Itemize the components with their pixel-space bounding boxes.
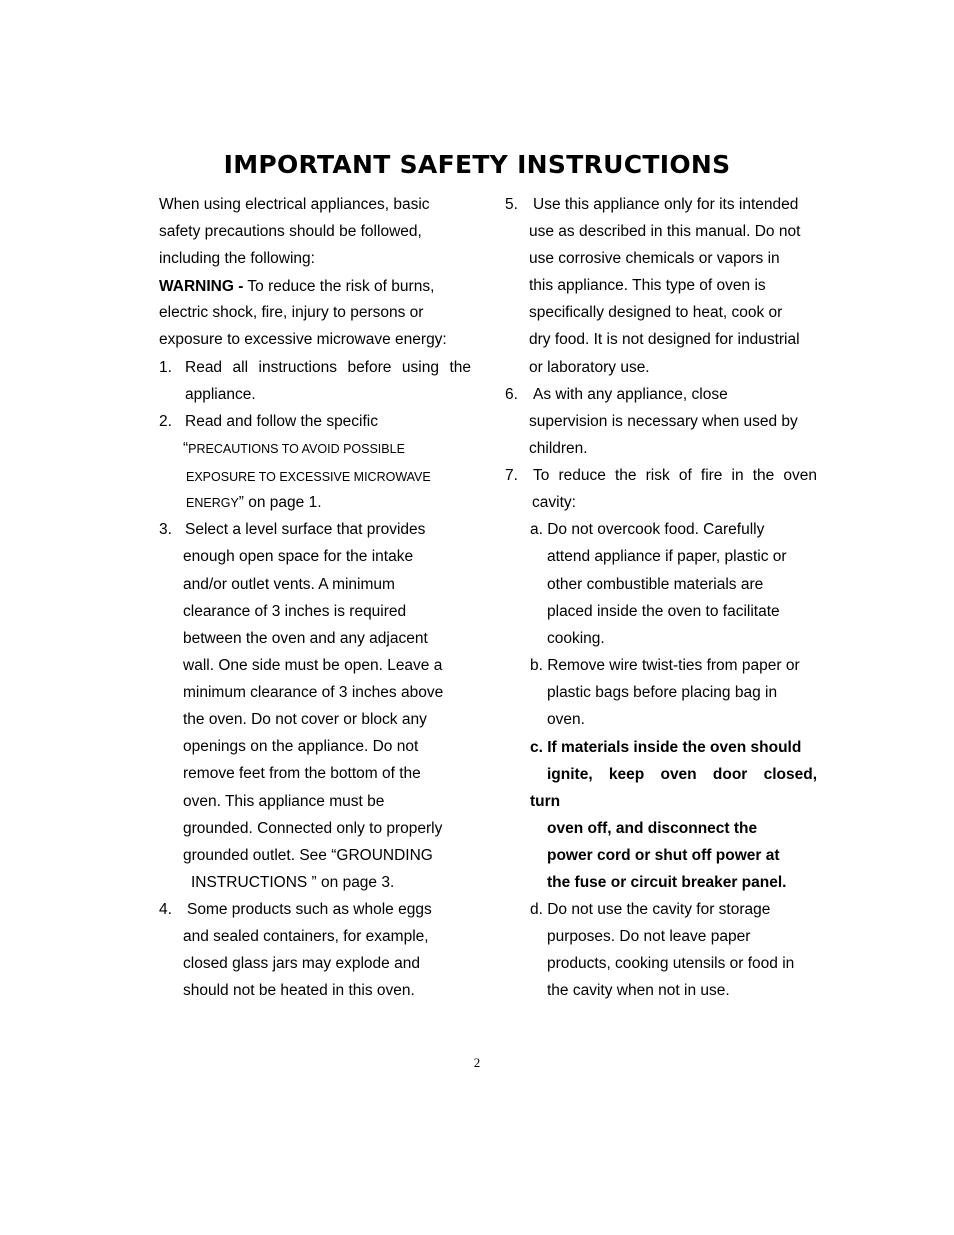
list-item-text: Some products such as whole eggs xyxy=(187,901,432,918)
sub-item-text: placed inside the oven to facilitate xyxy=(547,603,780,620)
list-item-text: Select a level surface that provides xyxy=(185,521,426,538)
sub-item-warning: oven off, and disconnect the xyxy=(547,820,758,837)
list-item-text: oven. This appliance must be xyxy=(183,793,385,810)
list-item-text: and/or outlet vents. A minimum xyxy=(183,576,395,593)
sub-item-text: the cavity when not in use. xyxy=(547,982,730,999)
list-item-text: remove feet from the bottom of the xyxy=(183,765,421,782)
intro-line: When using electrical appliances, basic xyxy=(159,196,430,213)
precautions-caps: PRECAUTIONS TO AVOID POSSIBLE xyxy=(188,442,405,456)
warning-line: electric shock, fire, injury to persons or xyxy=(159,304,424,321)
sub-item-text: oven. xyxy=(547,711,585,728)
sub-item-warning: c. If materials inside the oven should xyxy=(530,739,802,756)
list-item-text: children. xyxy=(529,440,588,457)
list-item-text xyxy=(186,493,322,513)
sub-item-text: products, cooking utensils or food in xyxy=(547,955,795,972)
item-number: 4. xyxy=(159,901,172,918)
warning-line xyxy=(159,277,434,297)
list-item-text: use as described in this manual. Do not xyxy=(529,223,801,240)
warning-line: exposure to excessive microwave energy: xyxy=(159,331,447,348)
warning-label: WARNING - xyxy=(159,278,244,295)
list-item-text: Read all instructions before using the xyxy=(185,359,471,376)
list-item-text: between the oven and any adjacent xyxy=(183,630,428,647)
item-number: 6. xyxy=(505,386,518,403)
item-number: 7. xyxy=(505,467,518,484)
precautions-caps: ENERGY xyxy=(186,496,239,510)
sub-item-warning: the fuse or circuit breaker panel. xyxy=(547,874,787,891)
sub-item-text: b. Remove wire twist-ties from paper or xyxy=(530,657,800,674)
list-item-text: specifically designed to heat, cook or xyxy=(529,304,783,321)
list-item-text: this appliance. This type of oven is xyxy=(529,277,766,294)
sub-item-text: cooking. xyxy=(547,630,605,647)
quote-mark: “ xyxy=(183,440,189,457)
sub-item-text: a. Do not overcook food. Carefully xyxy=(530,521,765,538)
list-item-text: To reduce the risk of fire in the oven xyxy=(533,467,817,484)
list-item-text: grounded outlet. See “GROUNDING xyxy=(183,847,433,864)
list-item-text: should not be heated in this oven. xyxy=(183,982,415,999)
sub-item-text: d. Do not use the cavity for storage xyxy=(530,901,771,918)
list-item-text: appliance. xyxy=(185,386,256,403)
list-item-text: supervision is necessary when used by xyxy=(529,413,798,430)
list-item-text: enough open space for the intake xyxy=(183,548,414,565)
list-item-text: Use this appliance only for its intended xyxy=(533,196,799,213)
page-title: IMPORTANT SAFETY INSTRUCTIONS xyxy=(223,150,731,179)
list-item-text xyxy=(183,439,405,459)
sub-item-warning: power cord or shut off power at xyxy=(547,847,780,864)
sub-item-text: purposes. Do not leave paper xyxy=(547,928,751,945)
intro-line: including the following: xyxy=(159,250,315,267)
list-item-text: dry food. It is not designed for industrial xyxy=(529,331,800,348)
list-item-text: As with any appliance, close xyxy=(533,386,728,403)
item-number: 3. xyxy=(159,521,172,538)
item-number: 1. xyxy=(159,359,172,376)
list-item-text: INSTRUCTIONS ” on page 3. xyxy=(191,874,395,891)
sub-item-text: plastic bags before placing bag in xyxy=(547,684,778,701)
sub-item-text: other combustible materials are xyxy=(547,576,764,593)
list-item-text: grounded. Connected only to properly xyxy=(183,820,443,837)
item-number: 2. xyxy=(159,413,172,430)
page-number: 2 xyxy=(473,1055,481,1070)
sub-item-warning: ignite, keep oven door closed, xyxy=(547,766,817,783)
list-item-text: cavity: xyxy=(532,494,576,511)
list-item-text: or laboratory use. xyxy=(529,359,650,376)
list-item-text: clearance of 3 inches is required xyxy=(183,603,407,620)
warning-text: To reduce the risk of burns, xyxy=(243,278,435,295)
list-item-text: openings on the appliance. Do not xyxy=(183,738,419,755)
list-item-text: wall. One side must be open. Leave a xyxy=(183,657,443,674)
list-item-text: the oven. Do not cover or block any xyxy=(183,711,427,728)
sub-item-warning: turn xyxy=(530,793,561,810)
list-item-text: minimum clearance of 3 inches above xyxy=(183,684,444,701)
list-item-text: closed glass jars may explode and xyxy=(183,955,420,972)
page-reference: ” on page 1. xyxy=(238,494,322,511)
list-item-text: Read and follow the specific xyxy=(185,413,379,430)
intro-line: safety precautions should be followed, xyxy=(159,223,422,240)
item-number: 5. xyxy=(505,196,518,213)
list-item-text: and sealed containers, for example, xyxy=(183,928,429,945)
list-item-text: use corrosive chemicals or vapors in xyxy=(529,250,780,267)
precautions-caps: EXPOSURE TO EXCESSIVE MICROWAVE xyxy=(186,470,431,484)
sub-item-text: attend appliance if paper, plastic or xyxy=(547,548,787,565)
